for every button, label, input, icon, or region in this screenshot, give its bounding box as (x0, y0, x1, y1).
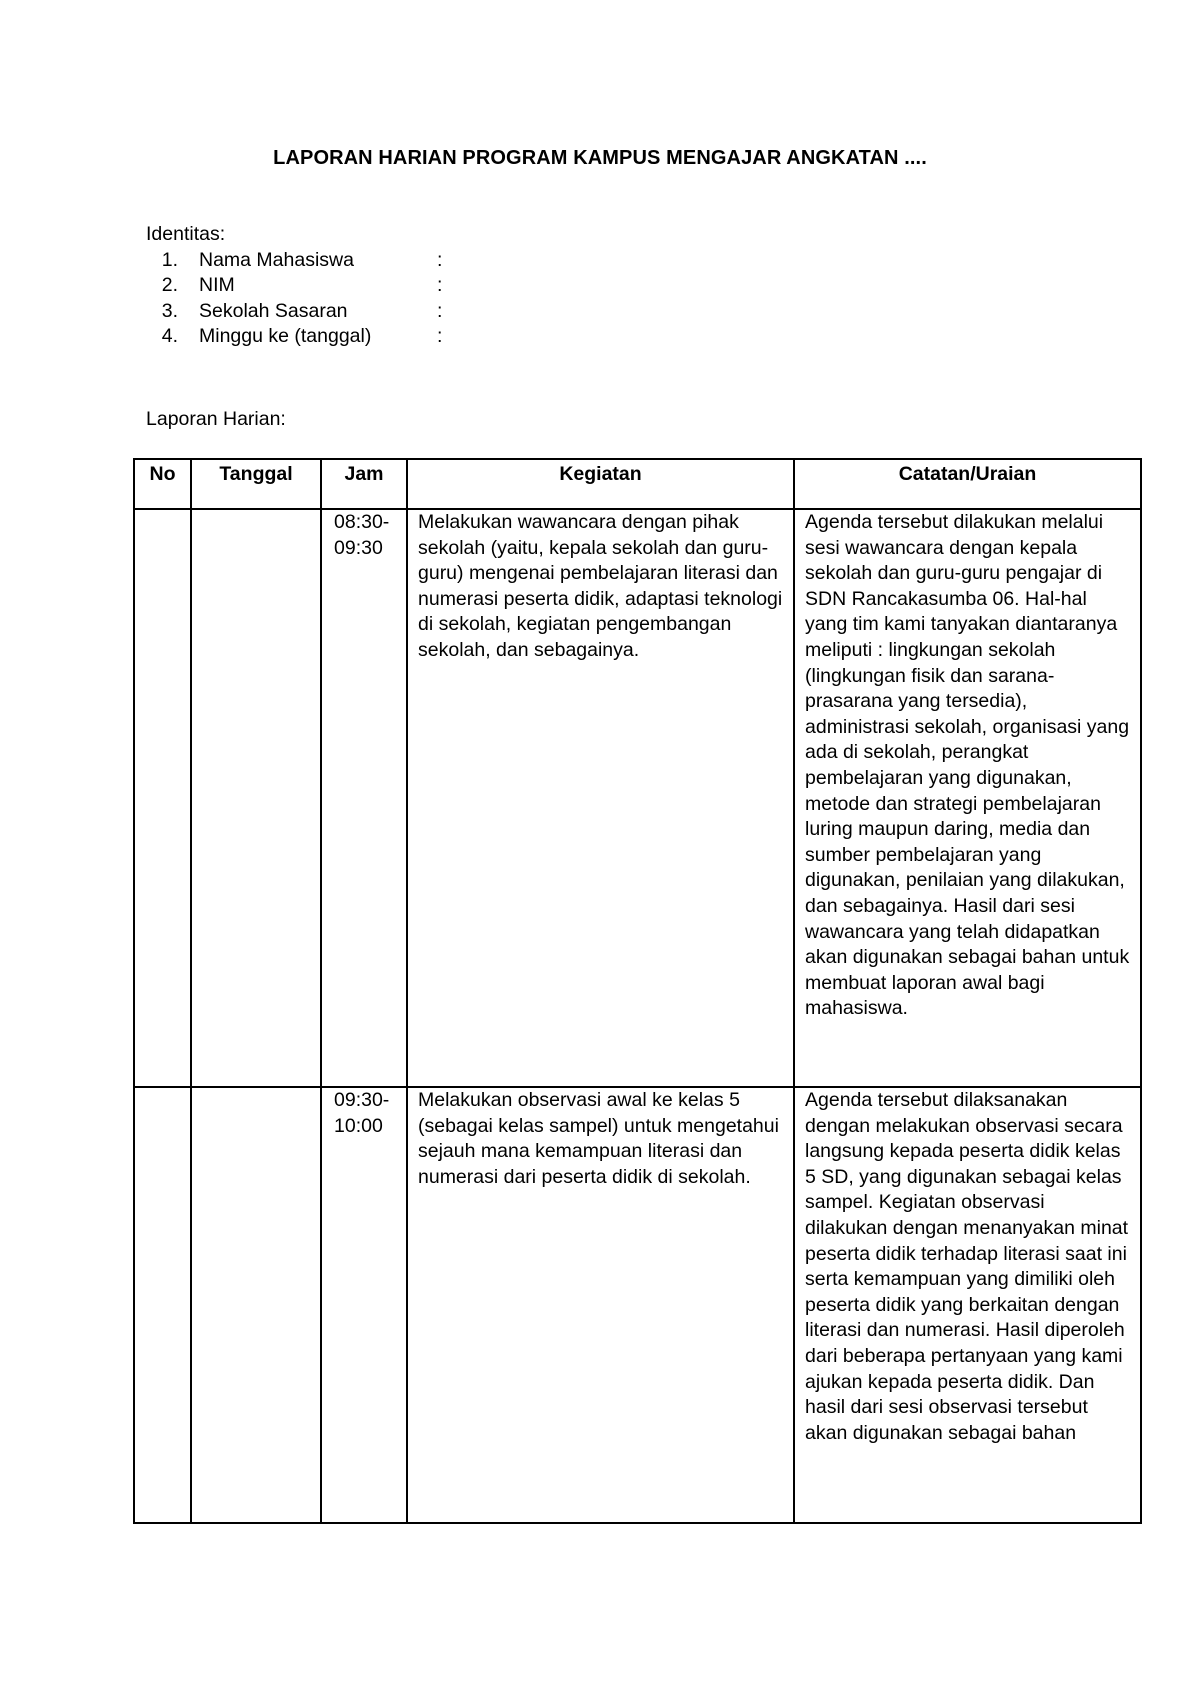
identity-item-sekolah (146, 299, 442, 325)
report-heading: Laporan Harian: (146, 408, 286, 430)
identity-item-label: Minggu ke (tanggal) (199, 325, 372, 347)
identity-item-label: NIM (199, 274, 235, 296)
cell-kegiatan (407, 1087, 794, 1523)
cell-catatan (794, 509, 1141, 1087)
identity-item-number: 4. (161, 325, 178, 347)
table-header-row (134, 459, 1141, 509)
identity-item-number: 2. (161, 274, 178, 296)
identity-list (146, 248, 442, 350)
cell-tanggal (191, 509, 321, 1087)
cell-jam-text: 08:30-09:30 (334, 511, 390, 559)
identity-item-label: Sekolah Sasaran (199, 299, 348, 322)
identity-item-minggu (146, 324, 442, 350)
identity-item-number: 1. (161, 248, 178, 271)
column-header-tanggal: Tanggal (191, 459, 321, 509)
document-title: LAPORAN HARIAN PROGRAM KAMPUS MENGAJAR ANGKATAN .... (273, 147, 927, 169)
cell-catatan-text: Agenda tersebut dilaksanakan dengan melakukan observasi secara langsung kepada peserta didik kelas 5 SD, yang digunakan sebagai kelas sampel. Kegiatan observasi dilakukan dengan menanyakan minat peserta didik terhadap literasi saat ini serta kemampuan yang dimiliki oleh peserta didik yang berkaitan dengan literasi dan numerasi. Hasil diperoleh dari beberapa pertanyaan yang kami ajukan kepada peserta didik. Dan hasil dari sesi observasi tersebut akan digunakan sebagai bahan (805, 1089, 1129, 1444)
identity-item-separator: : (437, 248, 443, 271)
column-header-jam: Jam (321, 459, 407, 509)
table-row (134, 1087, 1141, 1523)
cell-kegiatan (407, 509, 794, 1087)
column-header-catatan: Catatan/Uraian (794, 459, 1141, 509)
identity-section (146, 222, 442, 350)
cell-jam (321, 1087, 407, 1523)
cell-catatan (794, 1087, 1141, 1523)
identity-item-separator: : (437, 325, 443, 347)
cell-no (134, 1087, 191, 1523)
cell-jam (321, 509, 407, 1087)
table-row (134, 509, 1141, 1087)
identity-item-nim (146, 273, 442, 299)
cell-kegiatan-text: Melakukan wawancara dengan pihak sekolah (yaitu, kepala sekolah dan guru-guru) mengenai pembelajaran literasi dan numerasi peserta didik, adaptasi teknologi di sekolah, kegiatan pengembangan sekolah, dan sebagainya. (418, 511, 783, 661)
identity-item-nama (146, 248, 442, 274)
column-header-no: No (134, 459, 191, 509)
identity-heading: Identitas: (146, 223, 226, 245)
identity-item-separator: : (437, 299, 443, 322)
cell-tanggal (191, 1087, 321, 1523)
cell-catatan-text: Agenda tersebut dilakukan melalui sesi wawancara dengan kepala sekolah dan guru-guru pengajar di SDN Rancakasumba 06. Hal-hal yang tim kami tanyakan diantaranya meliputi : lingkungan sekolah (lingkungan fisik dan sarana-prasarana yang tersedia), administrasi sekolah, organisasi yang ada di sekolah, perangkat pembelajaran yang digunakan, metode dan strategi pembelajaran luring maupun daring, media dan sumber pembelajaran yang digunakan, penilaian yang dilakukan, dan sebagainya. Hasil dari sesi wawancara yang telah didapatkan akan digunakan sebagai bahan untuk membuat laporan awal bagi mahasiswa. (805, 511, 1130, 1020)
identity-item-separator: : (437, 274, 443, 296)
identity-item-label: Nama Mahasiswa (199, 248, 354, 271)
daily-report-table (133, 458, 1142, 1524)
cell-jam-text: 09:30-10:00 (334, 1089, 390, 1137)
identity-item-number: 3. (161, 299, 178, 322)
cell-kegiatan-text: Melakukan observasi awal ke kelas 5 (sebagai kelas sampel) untuk mengetahui sejauh mana kemampuan literasi dan numerasi dari peserta didik di sekolah. (418, 1089, 779, 1188)
cell-no (134, 509, 191, 1087)
column-header-kegiatan: Kegiatan (407, 459, 794, 509)
